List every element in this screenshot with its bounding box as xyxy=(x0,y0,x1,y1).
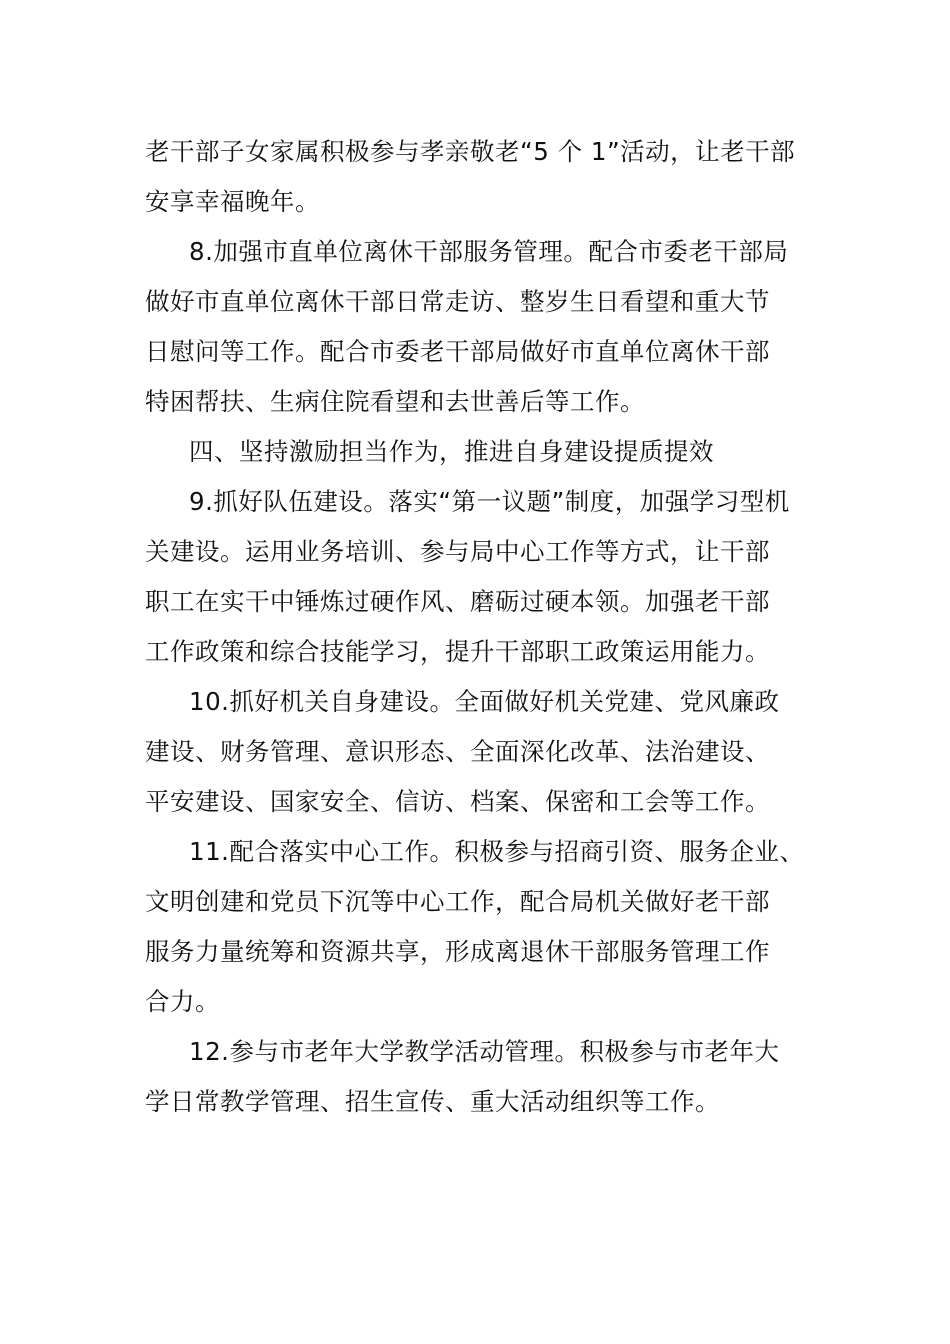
paragraph-line: 特困帮扶、生病住院看望和去世善后等工作。 xyxy=(145,387,645,416)
paragraph-line: 关建设。运用业务培训、参与局中心工作等方式，让干部 xyxy=(145,537,770,566)
paragraph-line: 做好市直单位离休干部日常走访、整岁生日看望和重大节 xyxy=(145,287,770,316)
paragraph-line: 8.加强市直单位离休干部服务管理。配合市委老干部局 xyxy=(189,237,789,266)
paragraph-line: 11.配合落实中心工作。积极参与招商引资、服务企业、 xyxy=(189,837,805,866)
paragraph-line: 学日常教学管理、招生宣传、重大活动组织等工作。 xyxy=(145,1087,720,1116)
paragraph-line: 日慰问等工作。配合市委老干部局做好市直单位离休干部 xyxy=(145,337,770,366)
paragraph-line: 老干部子女家属积极参与孝亲敬老“5 个 1”活动，让老干部 xyxy=(145,137,796,166)
document-body xyxy=(145,127,815,1127)
section-heading: 四、坚持激励担当作为，推进自身建设提质提效 xyxy=(189,437,714,466)
paragraph-line: 服务力量统筹和资源共享，形成离退休干部服务管理工作 xyxy=(145,937,770,966)
paragraph-line: 10.抓好机关自身建设。全面做好机关党建、党风廉政 xyxy=(189,687,780,716)
paragraph-line: 9.抓好队伍建设。落实“第一议题”制度，加强学习型机 xyxy=(189,487,790,516)
paragraph-line: 职工在实干中锤炼过硬作风、磨砺过硬本领。加强老干部 xyxy=(145,587,770,616)
paragraph-line: 12.参与市老年大学教学活动管理。积极参与市老年大 xyxy=(189,1037,780,1066)
paragraph-line: 文明创建和党员下沉等中心工作，配合局机关做好老干部 xyxy=(145,887,770,916)
paragraph-line: 平安建设、国家安全、信访、档案、保密和工会等工作。 xyxy=(145,787,770,816)
paragraph-line: 建设、财务管理、意识形态、全面深化改革、法治建设、 xyxy=(145,737,770,766)
paragraph-line: 合力。 xyxy=(145,987,220,1016)
paragraph-line: 工作政策和综合技能学习，提升干部职工政策运用能力。 xyxy=(145,637,770,666)
paragraph-line: 安享幸福晚年。 xyxy=(145,187,320,216)
